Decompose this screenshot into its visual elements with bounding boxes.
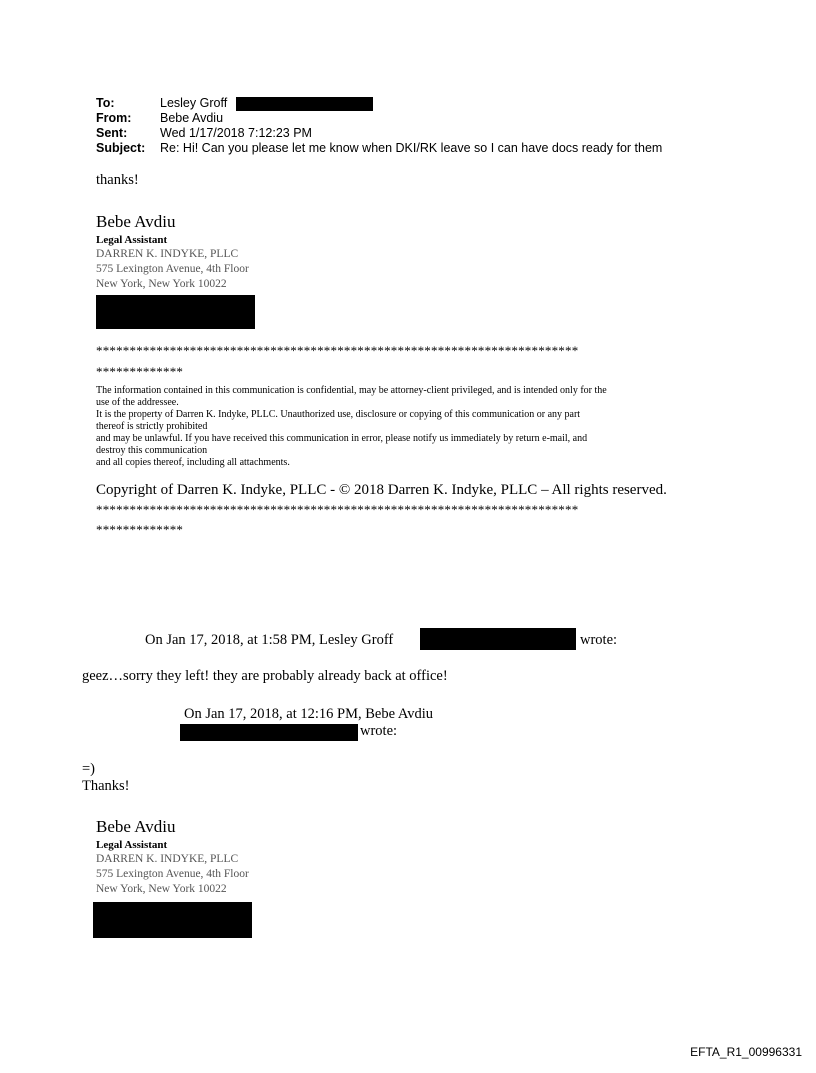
redaction-bar — [96, 295, 255, 329]
signature-title: Legal Assistant — [96, 839, 168, 851]
quote-header-suffix: wrote: — [360, 723, 398, 739]
disclaimer-line: The information contained in this communication is confidential, may be attorney-client privileged, and is intended only for the — [96, 385, 607, 396]
disclaimer-line: It is the property of Darren K. Indyke, PLLC. Unauthorized use, disclosure or copying of this communication or any part — [96, 409, 581, 420]
signature-address1: 575 Lexington Avenue, 4th Floor — [96, 868, 249, 880]
smiley-text: =) — [82, 761, 96, 777]
sent-label: Sent: — [96, 126, 128, 140]
redaction-bar — [420, 628, 576, 650]
quote-header: On Jan 17, 2018, at 12:16 PM, Bebe Avdiu — [184, 706, 434, 722]
stars-separator: ************* — [96, 364, 184, 379]
disclaimer-line: use of the addressee. — [96, 397, 179, 408]
redaction-bar — [180, 724, 358, 741]
disclaimer-line: and all copies thereof, including all attachments. — [96, 457, 290, 468]
disclaimer-line: and may be unlawful. If you have received this communication in error, please notify us immediately by return e-mail, and — [96, 433, 588, 444]
disclaimer-line: destroy this communication — [96, 445, 208, 456]
to-label: To: — [96, 96, 115, 110]
signature-name: Bebe Avdiu — [96, 212, 176, 231]
disclaimer-line: thereof is strictly prohibited — [96, 421, 208, 432]
quote-header: On Jan 17, 2018, at 1:58 PM, Lesley Groff — [145, 632, 394, 648]
copyright-notice: Copyright of Darren K. Indyke, PLLC - © 2018 Darren K. Indyke, PLLC – All rights reserved. — [96, 482, 667, 498]
subject-value: Re: Hi! Can you please let me know when DKI/RK leave so I can have docs ready for them — [160, 141, 663, 155]
signature-address2: New York, New York 10022 — [96, 883, 227, 895]
signature-address1: 575 Lexington Avenue, 4th Floor — [96, 263, 249, 275]
quote-header-suffix: wrote: — [580, 632, 618, 648]
subject-label: Subject: — [96, 141, 146, 155]
signature-title: Legal Assistant — [96, 234, 168, 246]
redaction-bar — [236, 97, 373, 111]
signature-name: Bebe Avdiu — [96, 817, 176, 836]
stars-separator: ************************************************************************ — [96, 502, 579, 517]
from-value: Bebe Avdiu — [160, 111, 224, 125]
signature-firm: DARREN K. INDYKE, PLLC — [96, 248, 239, 260]
greeting-text: thanks! — [96, 172, 139, 188]
signature-address2: New York, New York 10022 — [96, 278, 227, 290]
document-id: EFTA_R1_00996331 — [690, 1045, 802, 1059]
stars-separator: ************* — [96, 522, 184, 537]
from-label: From: — [96, 111, 132, 125]
signature-firm: DARREN K. INDYKE, PLLC — [96, 853, 239, 865]
redaction-bar — [93, 902, 252, 938]
sent-value: Wed 1/17/2018 7:12:23 PM — [160, 126, 312, 140]
quoted-text: geez…sorry they left! they are probably already back at office! — [82, 668, 448, 684]
thanks-text: Thanks! — [82, 778, 130, 794]
stars-separator: ************************************************************************ — [96, 343, 579, 358]
to-value: Lesley Groff — [160, 96, 228, 110]
